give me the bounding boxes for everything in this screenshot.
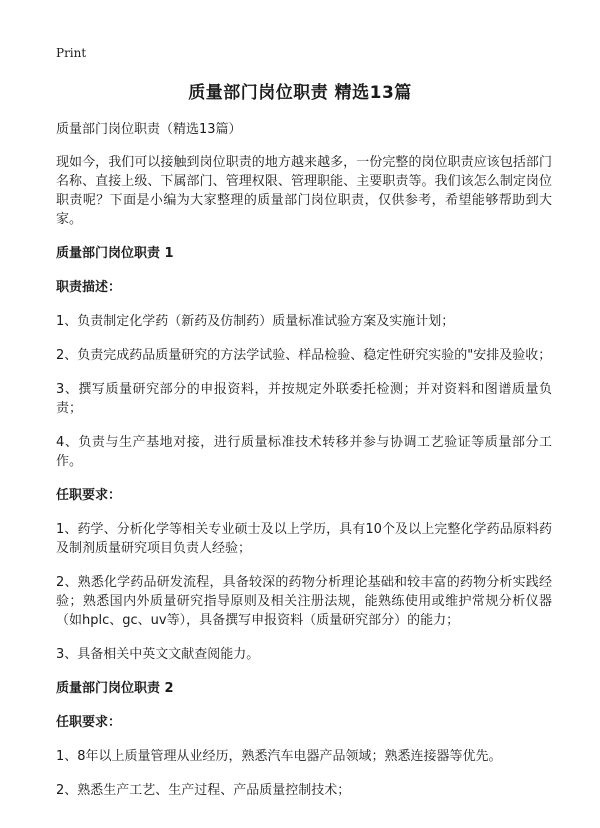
section-1-requirements-heading: 任职要求： bbox=[56, 488, 122, 503]
intro-paragraph: 现如今，我们可以接触到岗位职责的地方越来越多，一份完整的岗位职责应该包括部门名称、直接上级、下属部门、管理权限、管理职能、主要职责等。我们该怎么制定岗位职责呢？下面是小编为大家整理的质量部门岗位职责，仅供参考，希望能够帮助到大家。 bbox=[56, 155, 552, 227]
section-1-requirement-item: 2、熟悉化学药品研发流程，具备较深的药物分析理论基础和较丰富的药物分析实践经验；熟悉国内外质量研究指导原则及相关注册法规，能熟练使用或维护常规分析仪器（如hplc、gc、uv等），具备撰写申报资料（质量研究部分）的能力； bbox=[56, 575, 552, 628]
section-2-heading: 质量部门岗位职责 2 bbox=[56, 681, 174, 696]
section-1-requirement-item: 1、药学、分析化学等相关专业硕士及以上学历，具有10个及以上完整化学药品原料药及制剂质量研究项目负责人经验； bbox=[56, 522, 552, 556]
section-1-duty-item: 1、负责制定化学药（新药及仿制药）质量标准试验方案及实施计划； bbox=[56, 314, 455, 329]
section-1-heading: 质量部门岗位职责 1 bbox=[56, 246, 174, 261]
section-2-requirement-item: 2、熟悉生产工艺、生产过程、产品质量控制技术； bbox=[56, 783, 351, 798]
section-1-duties-heading: 职责描述： bbox=[56, 280, 122, 295]
print-label: Print bbox=[56, 46, 87, 60]
section-1-requirement-item: 3、具备相关中英文文献查阅能力。 bbox=[56, 647, 260, 662]
section-1-duty-item: 2、负责完成药品质量研究的方法学试验、样品检验、稳定性研究实验的"安排及验收； bbox=[56, 348, 552, 363]
section-2-requirement-item: 1、8年以上质量管理从业经历，熟悉汽车电器产品领域；熟悉连接器等优先。 bbox=[56, 749, 502, 764]
document-title: 质量部门岗位职责 精选13篇 bbox=[188, 83, 412, 103]
section-1-duty-item: 4、负责与生产基地对接，进行质量标准技术转移并参与协调工艺验证等质量部分工作。 bbox=[56, 435, 552, 469]
document-subtitle: 质量部门岗位职责（精选13篇） bbox=[56, 122, 242, 137]
document-body bbox=[56, 120, 552, 815]
section-2-requirements-heading: 任职要求： bbox=[56, 715, 122, 730]
section-1-duty-item: 3、撰写质量研究部分的申报资料，并按规定外联委托检测；并对资料和图谱质量负责； bbox=[56, 382, 552, 416]
